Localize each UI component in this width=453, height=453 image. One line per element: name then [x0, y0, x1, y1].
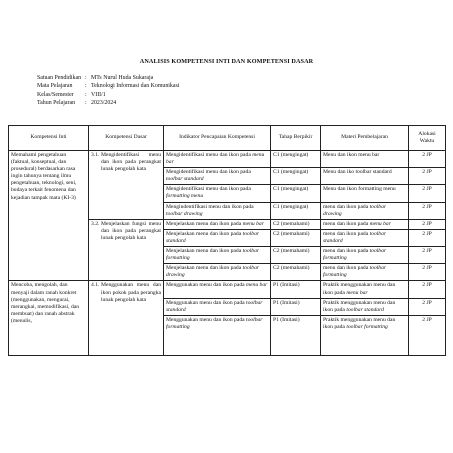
kd-3-2-cell: [89, 219, 164, 281]
materi-cell: Praktik menggunakan menu dan ikon pada toolbar standard: [321, 298, 409, 315]
materi-cell: menu dan ikon pada toolbar drawing: [321, 202, 409, 219]
ki3-cell: Memahami pengetahuan (faktual, konseptual, dan prosedural) berdasarkan rasa ingin tahunya tentang ilmu pengetahuan, teknologi, seni, budaya terkait fenomena dan kejadian tampak mata (KI-3): [9, 151, 89, 281]
materi-cell: Menu dan ikon menu bar: [321, 151, 409, 168]
kd-text: Menjelaskan fungsi menu dan ikon pada perangkat lunak pengolah kata: [101, 220, 161, 241]
waktu-cell: 2 JP: [409, 281, 446, 298]
indikator-cell: Menjelaskan menu dan ikon pada toolbar standard: [164, 229, 271, 246]
meta-value: Teknologi Informasi dan Komunikasi: [91, 83, 180, 90]
tahap-cell: C2 (memahami): [271, 264, 321, 281]
tahap-cell: C2 (memahami): [271, 229, 321, 246]
kd-number: 4.1.: [91, 282, 100, 289]
header-kompetensi-dasar: Kompetensi Dasar: [89, 126, 164, 151]
header-tahap-berpikir: Tahap Berpikir: [271, 126, 321, 151]
table-row: [9, 151, 446, 168]
tahap-cell: C2 (memahami): [271, 219, 321, 229]
indikator-cell: Menjelaskan menu dan ikon pada toolbar drawing: [164, 264, 271, 281]
indikator-cell: Menjelaskan menu dan ikon pada toolbar formatting: [164, 247, 271, 264]
meta-row: Kelas/Semester : VIII/1: [37, 91, 106, 98]
waktu-cell: 2 JP: [409, 315, 446, 355]
tahap-cell: P1 (Imitasi): [271, 298, 321, 315]
tahap-cell: C1 (mengingat): [271, 185, 321, 202]
meta-label: Mata Pelajaran: [37, 83, 73, 90]
indikator-cell: Mengidentifikasi menu dan ikon pada formatting menu: [164, 185, 271, 202]
tahap-cell: C1 (mengingat): [271, 168, 321, 185]
meta-row: Mata Pelajaran : Teknologi Informasi dan Komunikasi: [37, 83, 180, 90]
waktu-cell: 2 JP: [409, 151, 446, 168]
kd-text: Mengidentifikasi menu dan ikon pada perangkat lunak pengolah kata: [101, 152, 161, 173]
indikator-cell: Menjelaskan menu dan ikon pada menu bar: [164, 219, 271, 229]
header-materi: Materi Pembelajaran: [321, 126, 409, 151]
header-kompetensi-inti: Kompetensi Inti: [9, 126, 89, 151]
materi-cell: menu dan ikon pada toolbar standard: [321, 229, 409, 246]
tahap-cell: C2 (memahami): [271, 247, 321, 264]
waktu-cell: 2 JP: [409, 202, 446, 219]
indikator-cell: Menggunakan menu dan ikon pada toolbar formatting: [164, 315, 271, 355]
table-row: [9, 281, 446, 298]
meta-row: Satuan Pendidikan : MTs Nurul Huda Sukaraja: [37, 75, 154, 81]
meta-label: Tahun Pelajaran: [37, 99, 76, 106]
meta-row: Tahun Pelajaran : 2023/2024: [37, 99, 117, 106]
meta-value: 2023/2024: [91, 99, 117, 106]
ki4-cell: Mencoba, mengolah, dan menyaji dalam ranah konkret (menggunakan, mengurai, merangkai, memodifikasi, dan membuat) dan ranah abstrak (menulis,: [9, 281, 89, 355]
tahap-cell: C1 (mengingat): [271, 202, 321, 219]
kd-4-1-cell: [89, 281, 164, 355]
waktu-cell: 2 JP: [409, 298, 446, 315]
indikator-cell: Menggunakan menu dan ikon pada menu bar: [164, 281, 271, 298]
indikator-cell: Mengidentifikasi menu dan ikon pada menu bar: [164, 151, 271, 168]
materi-cell: menu dan ikon pada toolbar formatting: [321, 264, 409, 281]
waktu-cell: 2 JP: [409, 264, 446, 281]
table-header-row: [9, 126, 446, 151]
tahap-cell: C1 (mengingat): [271, 151, 321, 168]
kompetensi-table: [8, 125, 446, 356]
document-meta: [37, 74, 179, 107]
waktu-cell: 2 JP: [409, 168, 446, 185]
tahap-cell: P1 (Imitasi): [271, 315, 321, 355]
materi-cell: menu dan ikon pada menu bar: [321, 219, 409, 229]
meta-label: Satuan Pendidikan: [37, 75, 82, 81]
meta-label: Kelas/Semester: [37, 91, 74, 98]
materi-cell: Menu dan iko toolbar standard: [321, 168, 409, 185]
header-indikator: Indikator Pencapaian Kompetensi: [164, 126, 271, 151]
materi-cell: menu dan ikon pada toolbar formatting: [321, 247, 409, 264]
waktu-cell: 2 JP: [409, 219, 446, 229]
kd-text: Menggunakan menu dan ikon pokok pada perangka lunak pengolah kata: [101, 282, 161, 303]
kd-number: 3.1.: [91, 152, 100, 158]
kd-3-1-cell: [89, 151, 164, 220]
materi-cell: Praktik menggunakan menu dan ikon pada menu bar: [321, 281, 409, 298]
waktu-cell: 2 JP: [409, 229, 446, 246]
waktu-cell: 2 JP: [409, 185, 446, 202]
materi-cell: Menu dan ikon formatting menu: [321, 185, 409, 202]
waktu-cell: 2 JP: [409, 247, 446, 264]
materi-cell: Praktik menggunakan menu dan ikon pada toolbar formatting: [321, 315, 409, 355]
document-title: ANALISIS KOMPETENSI INTI DAN KOMPETENSI DASAR: [139, 58, 314, 65]
indikator-cell: Mengindentifikasi menu dan ikon pada toolbar drawing: [164, 202, 271, 219]
header-alokasi-waktu: Alokasi Waktu: [409, 126, 446, 151]
indikator-cell: Menggunakan menu dan ikon pada toolbar standard: [164, 298, 271, 315]
tahap-cell: P1 (Imitasi): [271, 281, 321, 298]
kd-number: 3.2.: [91, 220, 100, 227]
meta-value: VIII/1: [91, 91, 106, 98]
indikator-cell: Mengidentifikasi menu dan ikon pada toolbar standard: [164, 168, 271, 185]
meta-value: MTs Nurul Huda Sukaraja: [91, 75, 154, 81]
